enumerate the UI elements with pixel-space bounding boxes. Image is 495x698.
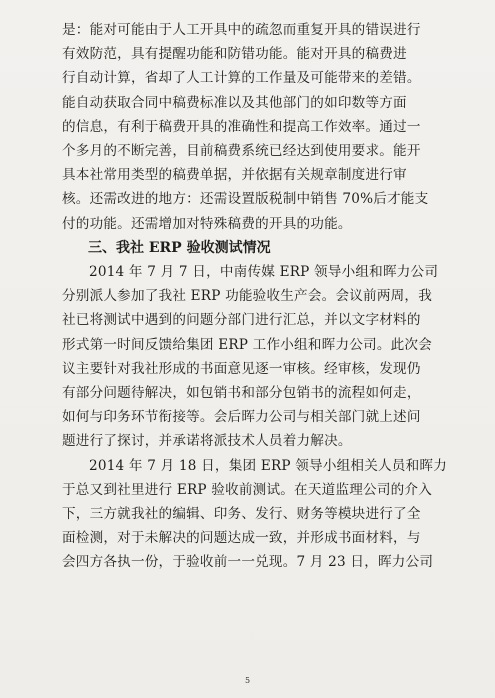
text-line: 社已将测试中遇到的问题分部门进行汇总，并以文字材料的 (62, 312, 421, 329)
text-line: 付的功能。还需增加对特殊稿费的开具的功能。 (62, 215, 352, 232)
text-line: 面检测，对于未解决的问题达成一致，并形成书面材料，与 (62, 530, 421, 547)
text-line: 分别派人参加了我社 ERP 功能验收生产会。会议前两周，我 (62, 288, 432, 305)
text-line: 2014 年 7 月 18 日，集团 ERP 领导小组相关人员和晖力 (89, 457, 447, 474)
page-number: 5 (244, 676, 251, 685)
paragraph-july-7 (62, 260, 442, 454)
text-line: 2014 年 7 月 7 日，中南传媒 ERP 领导小组和晖力公司 (89, 264, 439, 281)
text-line: 题进行了探讨，并承诺将派技术人员着力解决。 (62, 433, 352, 450)
text-line: 形式第一时间反馈给集团 ERP 工作小组和晖力公司。此次会 (62, 336, 432, 353)
text-line: 会四方各执一份，于验收前一一兑现。7 月 23 日，晖力公司 (62, 554, 434, 571)
text-line: 议主要针对我社形成的书面意见逐一审核。经审核，发现仍 (62, 360, 421, 377)
text-line: 的信息，有利于稿费开具的准确性和提高工作效率。通过一 (62, 118, 421, 135)
text-line: 具本社常用类型的稿费单据，并依据有关规章制度进行审 (62, 167, 407, 184)
section-heading: 三、我社 ERP 验收测试情况 (88, 239, 271, 256)
text-line: 能自动获取合同中稿费标准以及其他部门的如印数等方面 (62, 94, 407, 111)
text-line: 有部分问题待解决，如包销书和部分包销书的流程如何走， (62, 385, 421, 402)
text-line: 下，三方就我社的编辑、印务、发行、财务等模块进行了全 (62, 506, 421, 523)
document-body (62, 18, 447, 575)
text-line: 个多月的不断完善，目前稿费系统已经达到使用要求。能开 (62, 143, 421, 160)
paragraph-continuation (62, 18, 442, 236)
text-line: 有效防范，具有提醒功能和防错功能。能对开具的稿费进 (62, 46, 407, 63)
text-line: 是：能对可能由于人工开具中的疏忽而重复开具的错误进行 (62, 22, 421, 38)
paragraph-july-18 (62, 454, 447, 575)
text-line: 核。还需改进的地方：还需设置版税制中销售 70%后才能支 (62, 191, 429, 208)
text-line: 行自动计算，省却了人工计算的工作量及可能带来的差错。 (62, 70, 421, 87)
text-line: 如何与印务环节衔接等。会后晖力公司与相关部门就上述问 (62, 409, 421, 426)
text-line: 于总又到社里进行 ERP 验收前测试。在天道监理公司的介入 (62, 481, 432, 498)
